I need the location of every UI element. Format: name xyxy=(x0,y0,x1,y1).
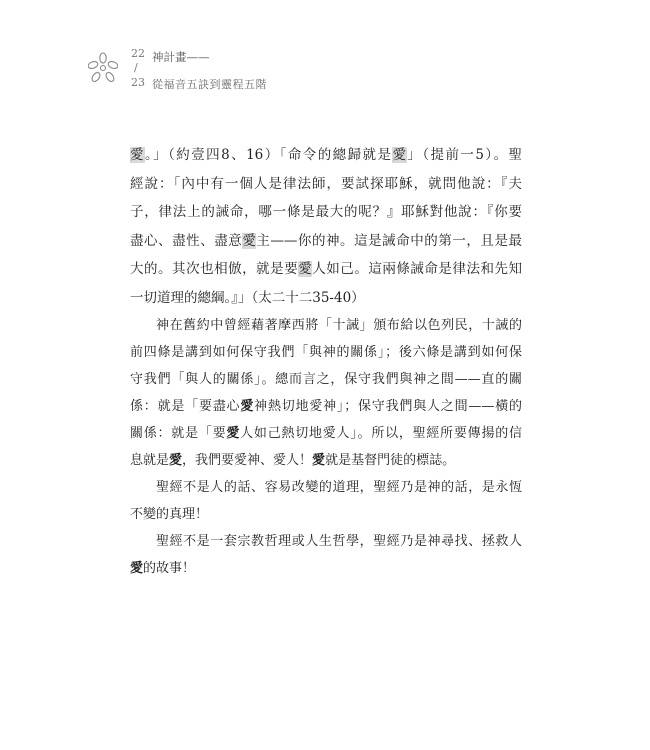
running-subtitle: 從福音五訣到靈程五階 xyxy=(152,78,267,91)
text-line xyxy=(130,501,522,528)
page-number-separator: / xyxy=(134,61,138,74)
text-line xyxy=(130,555,522,582)
text-line xyxy=(130,227,522,256)
text-line xyxy=(130,366,522,393)
flower-icon xyxy=(88,52,118,84)
page-number-right: 23 xyxy=(131,76,145,89)
text-run: 前四條是講到如何保守我們「與神的關係」；後六條是講到如何保 xyxy=(130,345,522,360)
text-line xyxy=(130,447,522,474)
text-line xyxy=(130,284,522,313)
text-line xyxy=(130,474,522,501)
text-run: 人如己。這兩條誡命是律法和先知 xyxy=(312,261,523,277)
highlighted-word: 愛 xyxy=(298,261,313,277)
text-run: 就是基督門徒的標誌。 xyxy=(325,453,456,468)
text-line xyxy=(130,198,522,227)
paragraph xyxy=(130,141,522,312)
text-run: 神熱切地愛神」；保守我們與人之間——橫的 xyxy=(254,399,522,414)
text-run: 係：就是「要盡心 xyxy=(130,399,241,414)
text-line xyxy=(130,255,522,284)
highlighted-word: 愛 xyxy=(130,147,145,163)
page-body xyxy=(130,141,522,582)
text-run: 子，律法上的誡命，哪一條是最大的呢？』耶穌對他說：『你要 xyxy=(130,204,522,220)
text-run: 聖經不是人的話、容易改變的道理，聖經乃是神的話，是永恆 xyxy=(156,480,522,495)
text-line xyxy=(130,141,522,170)
highlighted-word: 愛 xyxy=(242,232,257,249)
running-title: 神計畫—— xyxy=(152,50,210,64)
text-run: 大的。其次也相倣，就是要 xyxy=(130,261,299,277)
page-number-left: 22 xyxy=(131,47,145,60)
text-line xyxy=(130,420,522,447)
text-run: ，我們要愛神、愛人！ xyxy=(182,453,313,468)
paragraph xyxy=(130,474,522,528)
bold-word: 愛 xyxy=(312,453,326,468)
bold-word: 愛 xyxy=(130,561,144,576)
text-run: 守我們「與人的關係」。總而言之，保守我們與神之間——直的關 xyxy=(130,372,522,387)
text-run: 神在舊約中曾經藉著摩西將「十誡」頒布給以色列民，十誡的 xyxy=(156,318,522,333)
paragraph xyxy=(130,528,522,582)
text-line xyxy=(130,339,522,366)
bold-word: 愛 xyxy=(169,453,183,468)
bold-word: 愛 xyxy=(226,426,241,441)
text-run: 主——你的神。這是誡命中的第一，且是最 xyxy=(256,232,523,249)
text-run: 的故事！ xyxy=(143,561,196,576)
highlighted-word: 愛 xyxy=(392,147,408,163)
text-run: 。」（約壹四8、16）「命令的總歸就是 xyxy=(144,147,393,163)
text-run: 經說：「內中有一個人是律法師，要試探耶穌，就問他說：『夫 xyxy=(130,175,522,192)
text-line xyxy=(130,312,522,339)
text-run: 關係：就是「要 xyxy=(130,426,227,441)
text-run: 」（提前一5）。聖 xyxy=(407,147,523,163)
text-line xyxy=(130,528,522,555)
text-line xyxy=(130,393,522,420)
text-run: 聖經不是一套宗教哲理或人生哲學，聖經乃是神尋找、拯救人 xyxy=(156,534,522,549)
text-line xyxy=(130,170,522,199)
paragraph xyxy=(130,312,522,474)
text-run: 一切道理的總綱。』」（太二十二35-40） xyxy=(130,289,365,306)
text-run: 不變的真理！ xyxy=(130,507,209,522)
text-run: 息就是 xyxy=(130,453,170,468)
bold-word: 愛 xyxy=(240,399,255,414)
text-run: 人如己熱切地愛人」。所以，聖經所要傳揚的信 xyxy=(240,426,522,441)
text-run: 盡心、盡性、盡意 xyxy=(130,232,243,249)
